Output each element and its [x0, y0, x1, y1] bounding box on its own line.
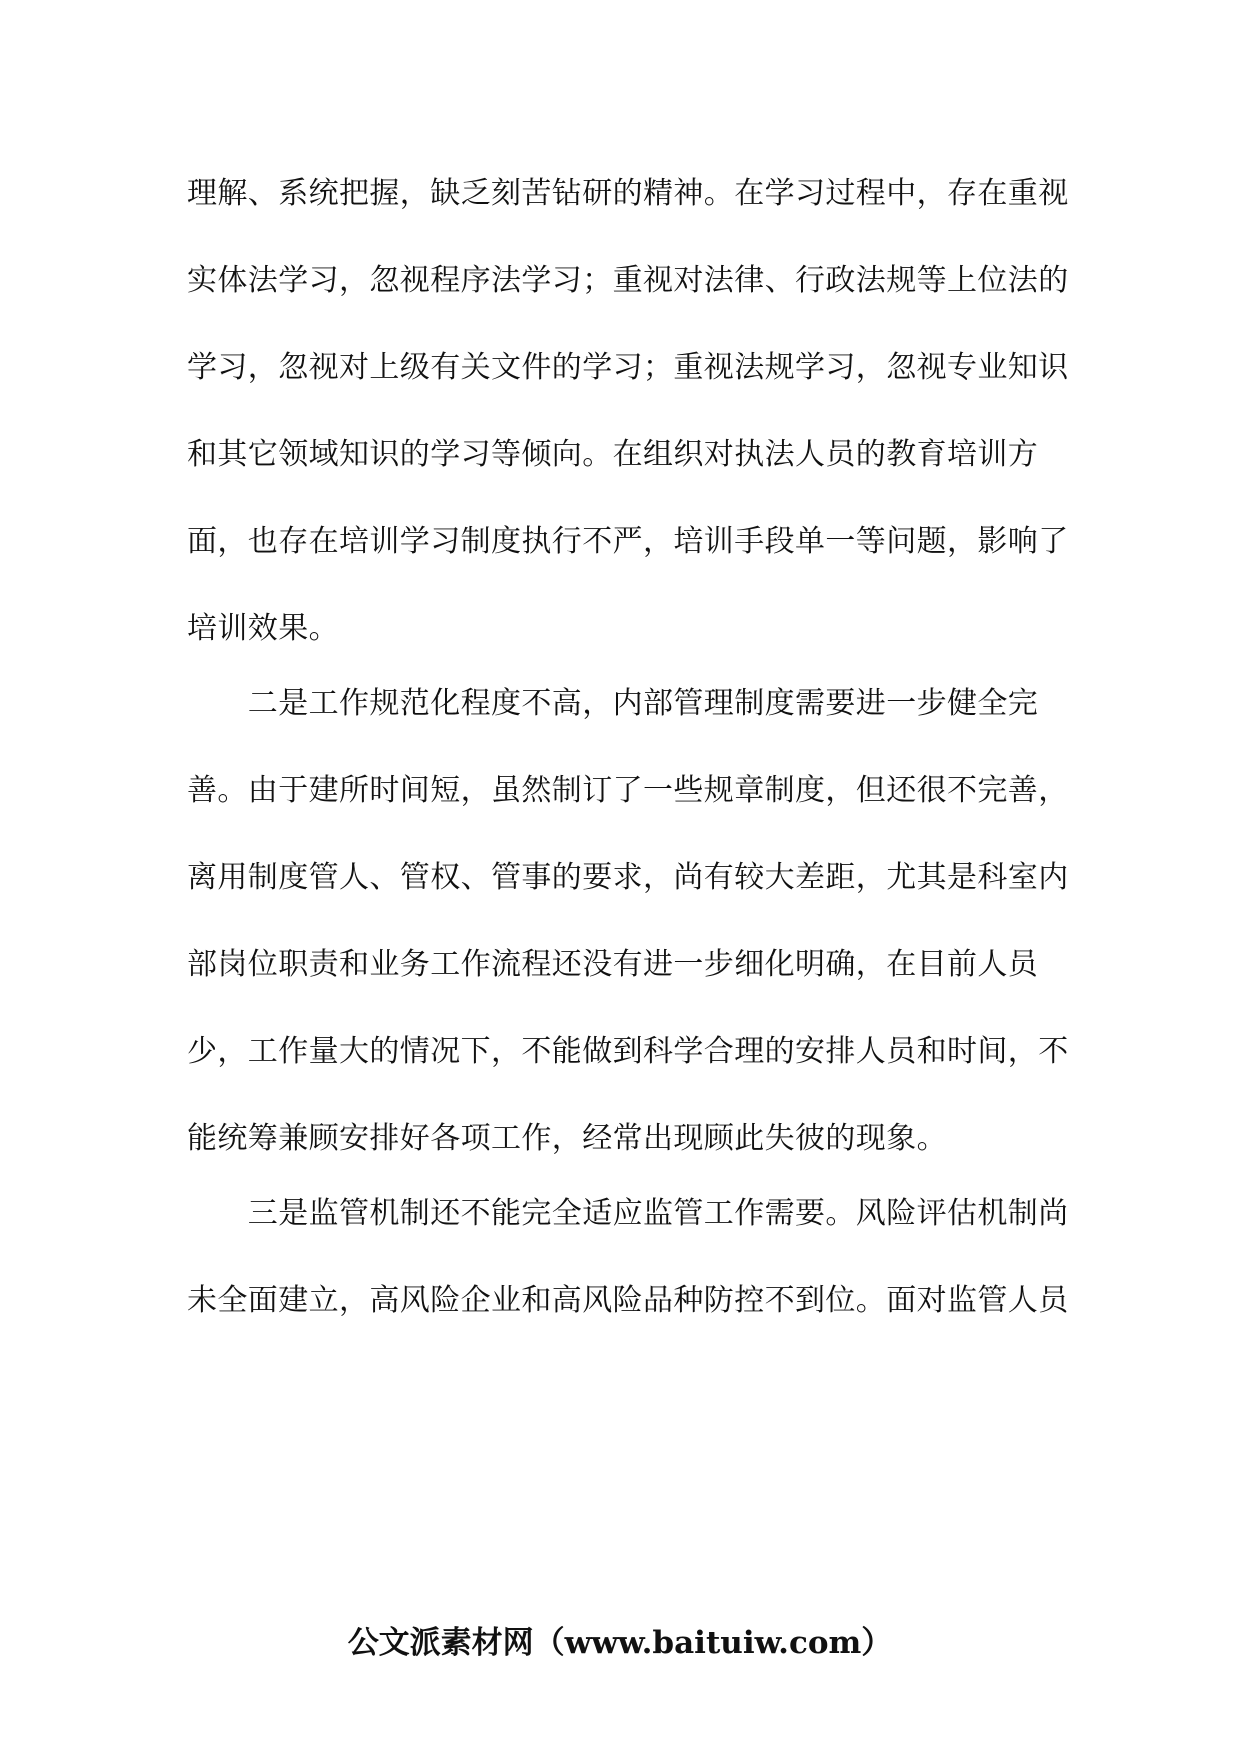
text-line-5: 面，也存在培训学习制度执行不严，培训手段单一等问题，影响了	[187, 524, 1069, 559]
text-line-2: 实体法学习，忽视程序法学习；重视对法律、行政法规等上位法的	[187, 263, 1069, 298]
text-line-4: 和其它领域知识的学习等倾向。在组织对执法人员的教育培训方	[187, 437, 1039, 472]
text-line-1: 理解、系统把握，缺乏刻苦钻研的精神。在学习过程中，存在重视	[187, 176, 1069, 211]
text-line-12: 能统筹兼顾安排好各项工作，经常出现顾此失彼的现象。	[187, 1121, 947, 1156]
footer-watermark: 公文派素材网（www.baituiw.com）	[347, 1625, 893, 1661]
text-line-9: 离用制度管人、管权、管事的要求，尚有较大差距，尤其是科室内	[187, 860, 1069, 895]
text-line-6: 培训效果。	[187, 611, 339, 646]
text-line-3: 学习，忽视对上级有关文件的学习；重视法规学习，忽视专业知识	[187, 350, 1069, 385]
text-line-8: 善。由于建所时间短，虽然制订了一些规章制度，但还很不完善，	[187, 773, 1069, 808]
text-line-11: 少，工作量大的情况下，不能做到科学合理的安排人员和时间，不	[187, 1034, 1069, 1069]
text-line-10: 部岗位职责和业务工作流程还没有进一步细化明确，在目前人员	[187, 947, 1039, 982]
text-line-14: 未全面建立，高风险企业和高风险品种防控不到位。面对监管人员	[187, 1283, 1069, 1318]
text-line-7: 二是工作规范化程度不高，内部管理制度需要进一步健全完	[187, 686, 1039, 721]
text-line-13: 三是监管机制还不能完全适应监管工作需要。风险评估机制尚	[187, 1196, 1069, 1231]
